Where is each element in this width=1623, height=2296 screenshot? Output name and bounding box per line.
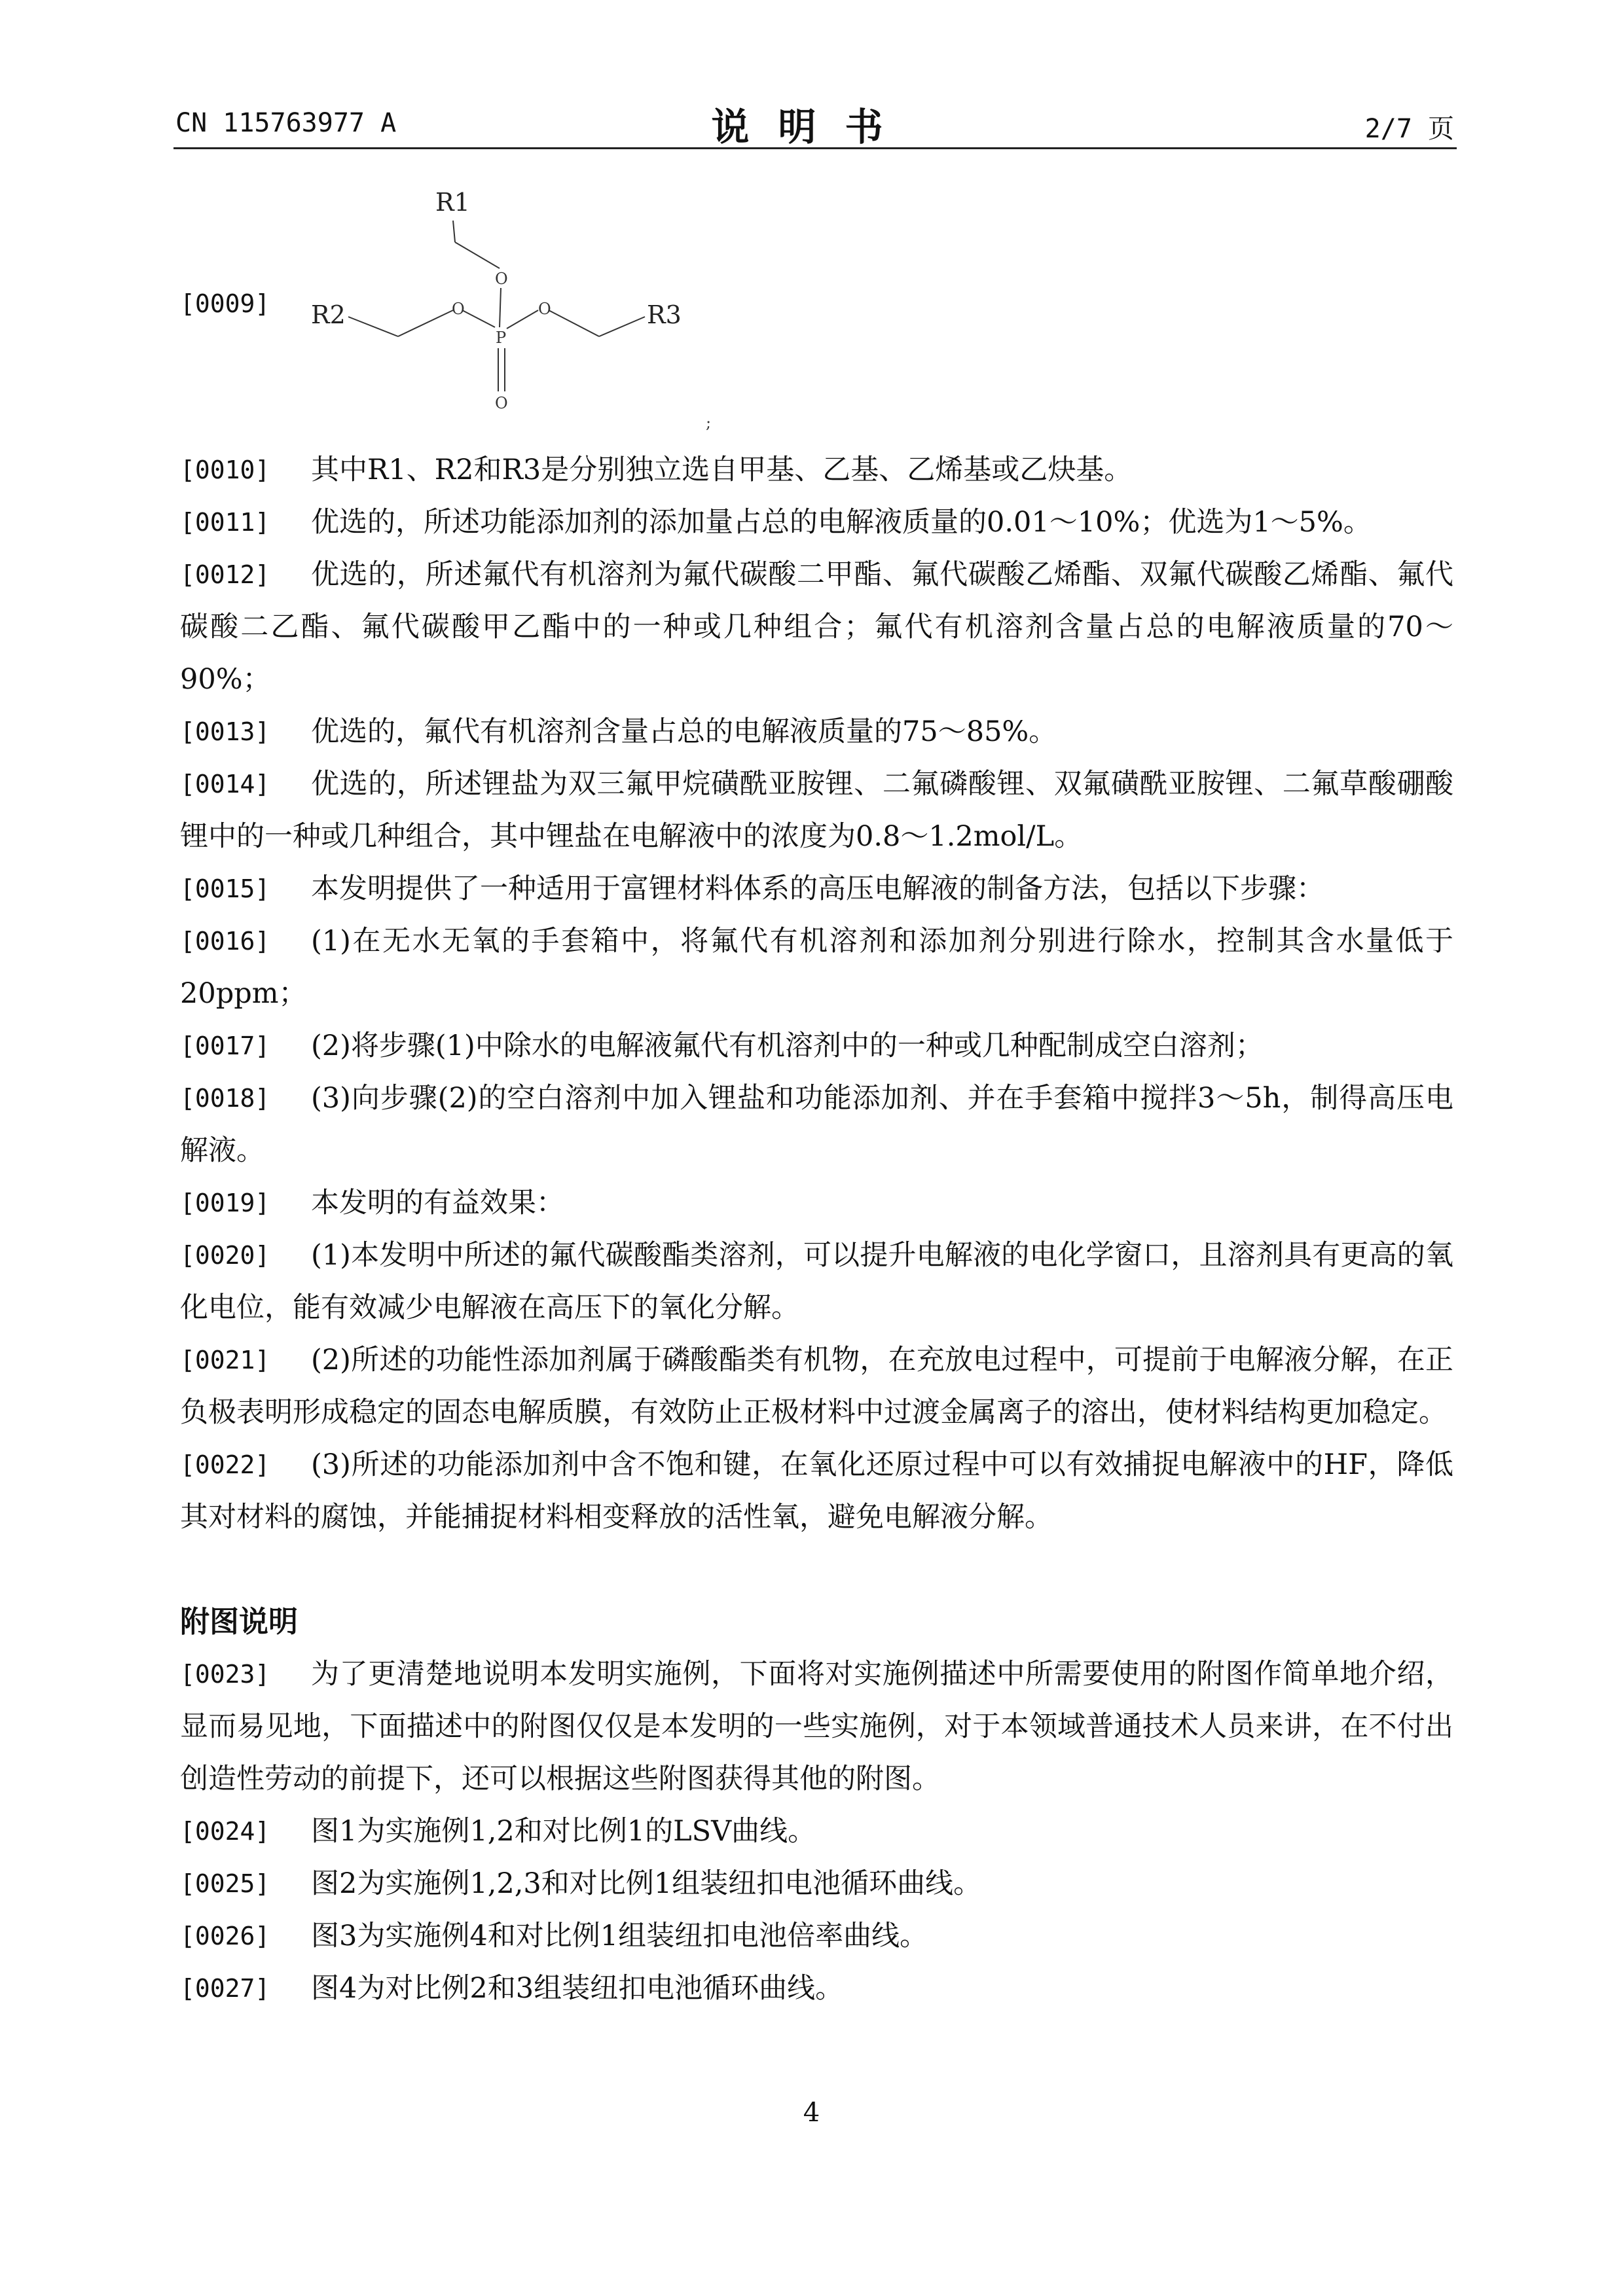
paragraph-text: 图2为实施例1,2,3和对比例1组装纽扣电池循环曲线。: [311, 1867, 982, 1900]
paragraph-number: [0021]: [180, 1346, 270, 1374]
paragraph: [180, 1857, 1453, 1910]
paragraph-number: [0018]: [180, 1084, 270, 1113]
paragraph-number: [0011]: [180, 508, 270, 537]
paragraph: [180, 496, 1453, 548]
bond-o-p-left: [462, 310, 495, 327]
paragraph: [180, 1648, 1453, 1805]
paragraph: [180, 1177, 1453, 1229]
label-oxygen-bottom: O: [495, 394, 508, 412]
paragraph-text: (1)本发明中所述的氟代碳酸酯类溶剂，可以提升电解液的电化学窗口，且溶剂具有更高的氧化电位，能有效减少电解液在高压下的氧化分解。: [180, 1239, 1453, 1324]
paragraph-number: [0012]: [180, 560, 270, 589]
page-number: 4: [803, 2098, 820, 2128]
document-number: CN 115763977 A: [175, 108, 397, 138]
paragraph: [180, 1229, 1453, 1334]
paragraph: [180, 1805, 1453, 1857]
paragraph-text: 为了更清楚地说明本发明实施例，下面将对实施例描述中所需要使用的附图作简单地介绍，显而易见地，下面描述中的附图仅仅是本发明的一些实施例，对于本领域普通技术人员来讲，在不付出创造性劳动的前提下，还可以根据这些附图获得其他的附图。: [180, 1658, 1453, 1795]
paragraph-text: 优选的，所述氟代有机溶剂为氟代碳酸二甲酯、氟代碳酸乙烯酯、双氟代碳酸乙烯酯、氟代碳酸二乙酯、氟代碳酸甲乙酯中的一种或几种组合；氟代有机溶剂含量占总的电解液质量的70～90%；: [180, 558, 1453, 696]
paragraph-text: 优选的，所述功能添加剂的添加量占总的电解液质量的0.01～10%；优选为1～5%。: [311, 506, 1372, 539]
paragraph-text: 图1为实施例1,2和对比例1的LSV曲线。: [311, 1815, 816, 1848]
chemical-structure-diagram: [301, 171, 759, 433]
paragraph-number: [0015]: [180, 874, 270, 903]
paragraph-text: (1)在无水无氧的手套箱中，将氟代有机溶剂和添加剂分别进行除水，控制其含水量低于20ppm；: [180, 925, 1453, 1010]
paragraph-text: 其中R1、R2和R3是分别独立选自甲基、乙基、乙烯基或乙炔基。: [311, 454, 1133, 486]
paragraph: [180, 444, 1453, 496]
paragraph: [180, 1072, 1453, 1177]
document-title: 说明书: [711, 105, 912, 149]
bond-o-p-top: [500, 288, 501, 327]
label-oxygen-right: O: [538, 300, 551, 318]
paragraph-number: [0013]: [180, 717, 270, 746]
paragraph-text: 图4为对比例2和3组装纽扣电池循环曲线。: [311, 1972, 844, 2005]
paragraph: [180, 1334, 1453, 1439]
document-body: [180, 444, 1453, 2015]
paragraph-number: [0014]: [180, 770, 270, 798]
bond-r1-o: [455, 242, 500, 268]
paragraph-number: [0017]: [180, 1031, 270, 1060]
paragraph-number: [0020]: [180, 1241, 270, 1270]
paragraph-text: 本发明的有益效果：: [311, 1187, 564, 1219]
bond-r3: [599, 317, 645, 336]
paragraph-number: [0009]: [180, 289, 270, 318]
paragraph-number: [0027]: [180, 1974, 270, 2003]
bond-p-o-right: [507, 310, 538, 329]
paragraph: [180, 1020, 1453, 1072]
paragraph-number: [0023]: [180, 1660, 270, 1689]
paragraph-text: (3)所述的功能添加剂中含不饱和键，在氧化还原过程中可以有效捕捉电解液中的HF，降低其对材料的腐蚀，并能捕捉材料相变释放的活性氧，避免电解液分解。: [180, 1448, 1453, 1534]
paragraph-number: [0026]: [180, 1922, 270, 1950]
paragraph-number: [0024]: [180, 1817, 270, 1846]
page-header: [0, 101, 1623, 147]
paragraph-number: [0016]: [180, 927, 270, 956]
paragraph-text: 优选的，氟代有机溶剂含量占总的电解液质量的75～85%。: [311, 715, 1057, 748]
paragraph: [180, 1962, 1453, 2015]
bond-r2-o: [398, 310, 453, 336]
label-oxygen-left: O: [452, 300, 465, 318]
label-r1: R1: [435, 188, 470, 217]
paragraph-text: 本发明提供了一种适用于富锂材料体系的高压电解液的制备方法，包括以下步骤：: [311, 872, 1324, 905]
bond-r1: [453, 221, 455, 242]
paragraph: [180, 758, 1453, 863]
label-r2: R2: [311, 300, 346, 329]
paragraph: [180, 863, 1453, 915]
paragraph-text: (2)所述的功能性添加剂属于磷酸酯类有机物，在充放电过程中，可提前于电解液分解，在正负极表明形成稳定的固态电解质膜，有效防止正极材料中过渡金属离子的溶出，使材料结构更加稳定。: [180, 1344, 1453, 1429]
bond-o-r3: [549, 310, 599, 336]
paragraph: [180, 1439, 1453, 1543]
trailing-semicolon: ;: [706, 414, 712, 432]
label-oxygen-top: O: [495, 270, 508, 288]
paragraph-text: 优选的，所述锂盐为双三氟甲烷磺酰亚胺锂、二氟磷酸锂、双氟磺酰亚胺锂、二氟草酸硼酸锂中的一种或几种组合，其中锂盐在电解液中的浓度为0.8～1.2mol/L。: [180, 768, 1453, 853]
paragraph-text: (3)向步骤(2)的空白溶剂中加入锂盐和功能添加剂、并在手套箱中搅拌3～5h，制得高压电解液。: [180, 1082, 1453, 1167]
label-phosphorus: P: [496, 329, 507, 347]
paragraph: [180, 548, 1453, 706]
paragraph-number: [0025]: [180, 1869, 270, 1898]
label-r3: R3: [647, 300, 682, 329]
paragraph: [180, 706, 1453, 758]
paragraph-number: [0022]: [180, 1450, 270, 1479]
paragraph-number: [0019]: [180, 1189, 270, 1217]
section-heading: 附图说明: [180, 1604, 299, 1639]
paragraph-number: [0010]: [180, 456, 270, 484]
page-indicator: 2/7 页: [1364, 114, 1454, 144]
bond-r2: [348, 317, 398, 336]
paragraph-text: 图3为实施例4和对比例1组装纽扣电池倍率曲线。: [311, 1920, 928, 1952]
paragraph: [180, 915, 1453, 1020]
paragraph-text: (2)将步骤(1)中除水的电解液氟代有机溶剂中的一种或几种配制成空白溶剂；: [311, 1030, 1264, 1062]
paragraph: [180, 1910, 1453, 1962]
header-divider: [173, 147, 1457, 149]
